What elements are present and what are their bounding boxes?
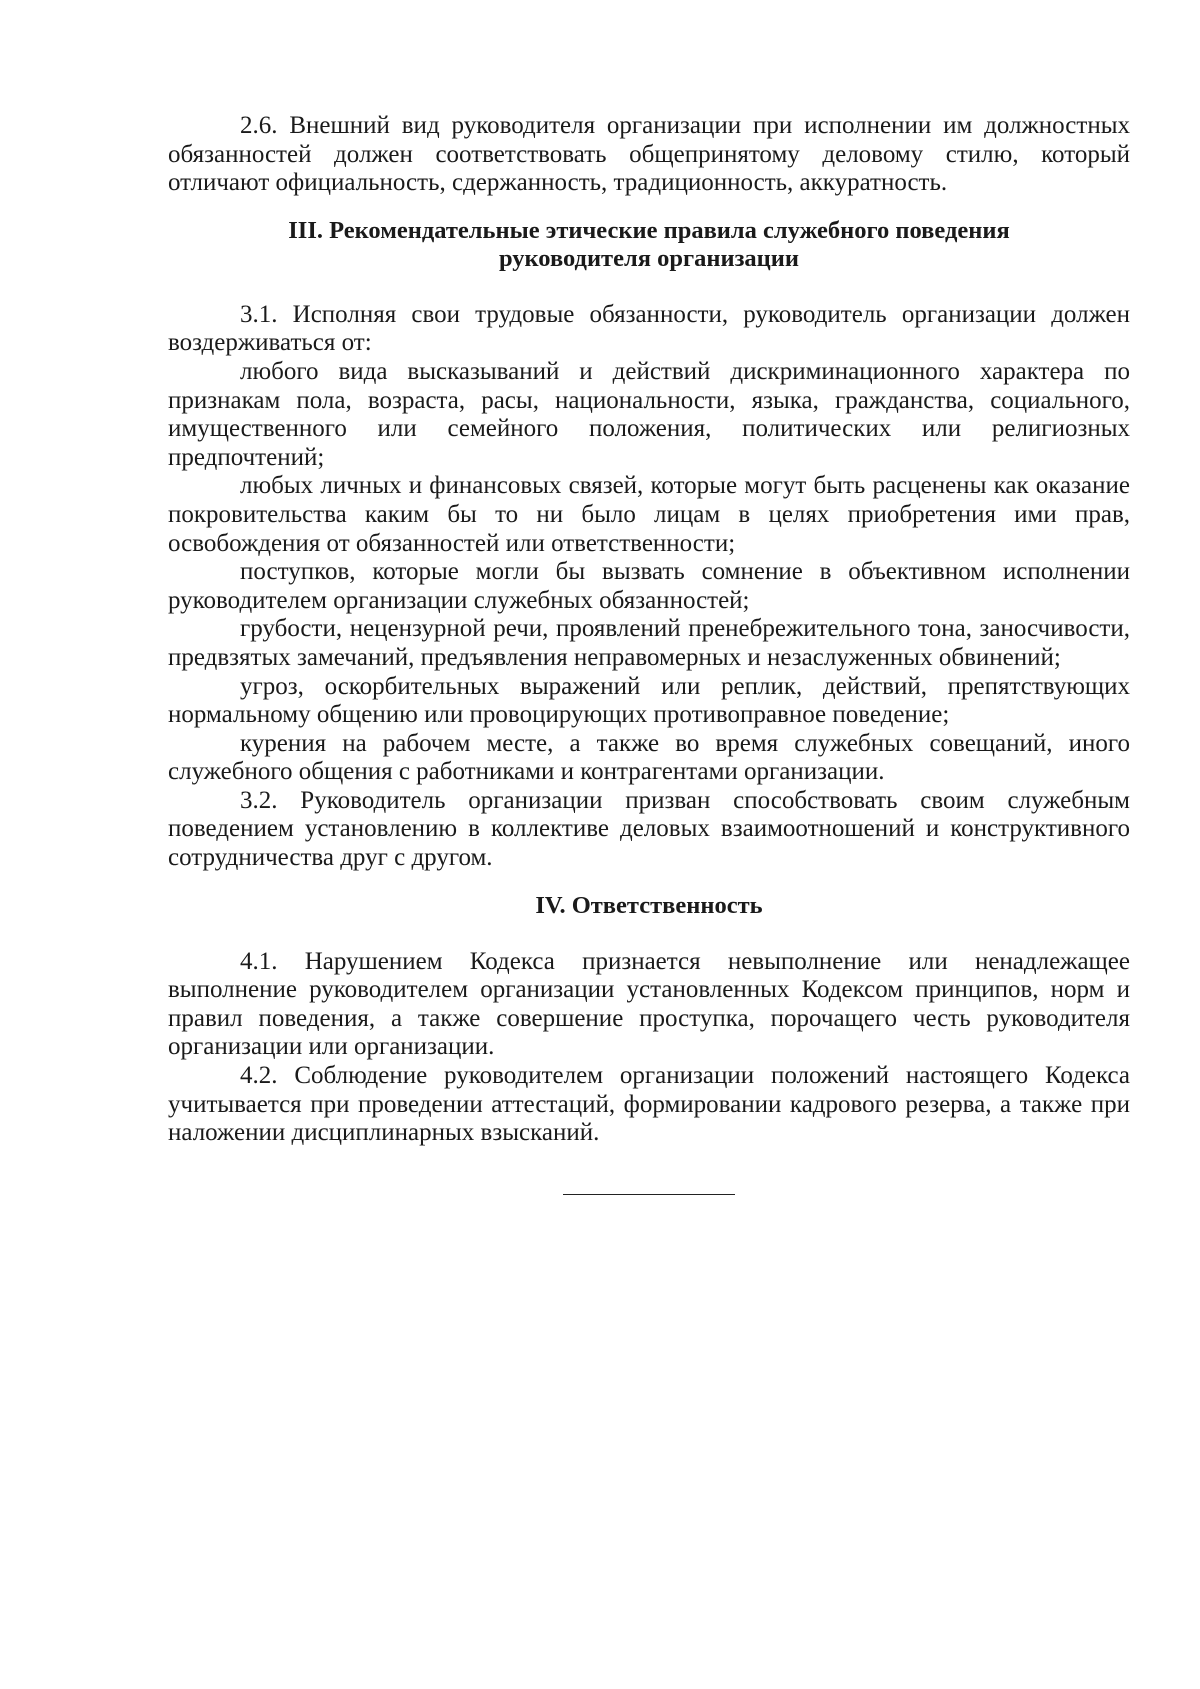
paragraph-2-6: 2.6. Внешний вид руководителя организации при исполнении им должностных обязанностей должен соответствовать общепринятому деловому стилю, который отличают официальность, сдержанность, традиционность, аккуратность.: [168, 112, 1130, 197]
section-3-body: [168, 301, 1130, 873]
section-3-heading-line1: III. Рекомендательные этические правила служебного поведения: [288, 216, 1010, 244]
list-item: любых личных и финансовых связей, которые могут быть расценены как оказание покровительства каким бы то ни было лицам в целях приобретения ими прав, освобождения от обязанностей или ответственности;: [168, 472, 1130, 557]
list-item: угроз, оскорбительных выражений или реплик, действий, препятствующих нормальному общению или провоцирующих противоправное поведение;: [168, 672, 1130, 729]
document-page: [168, 112, 1130, 1195]
section-4-body: [168, 948, 1130, 1148]
end-divider: [563, 1194, 735, 1195]
list-item: любого вида высказываний и действий дискриминационного характера по признакам пола, возраста, расы, национальности, языка, гражданства, социального, имущественного или семейного положения, политических или религиозных предпочтений;: [168, 357, 1130, 471]
paragraph-3-2: 3.2. Руководитель организации призван способствовать своим служебным поведением установлению в коллективе деловых взаимоотношений и конструктивного сотрудничества друг с другом.: [168, 786, 1130, 872]
list-item: грубости, нецензурной речи, проявлений пренебрежительного тона, заносчивости, предвзятых замечаний, предъявления неправомерных и незаслуженных обвинений;: [168, 615, 1130, 671]
section-4-heading: IV. Ответственность: [535, 891, 763, 919]
section-3-heading-line2: руководителя организации: [498, 244, 800, 272]
paragraph-3-1: 3.1. Исполняя свои трудовые обязанности, руководитель организации должен воздерживаться от:: [168, 300, 1130, 357]
paragraph-4-1: 4.1. Нарушением Кодекса признается невыполнение или ненадлежащее выполнение руководителем организации установленных Кодексом принципов, норм и правил поведения, а также совершение проступка, порочащего честь руководителя организации или организации.: [168, 947, 1130, 1061]
paragraph-4-2: 4.2. Соблюдение руководителем организации положений настоящего Кодекса учитывается при проведении аттестаций, формировании кадрового резерва, а также при наложении дисциплинарных взысканий.: [168, 1062, 1130, 1147]
list-item: поступков, которые могли бы вызвать сомнение в объективном исполнении руководителем организации служебных обязанностей;: [168, 558, 1130, 614]
list-item: курения на рабочем месте, а также во время служебных совещаний, иного служебного общения с работниками и контрагентами организации.: [168, 729, 1130, 786]
section-3-heading: [168, 217, 1130, 273]
